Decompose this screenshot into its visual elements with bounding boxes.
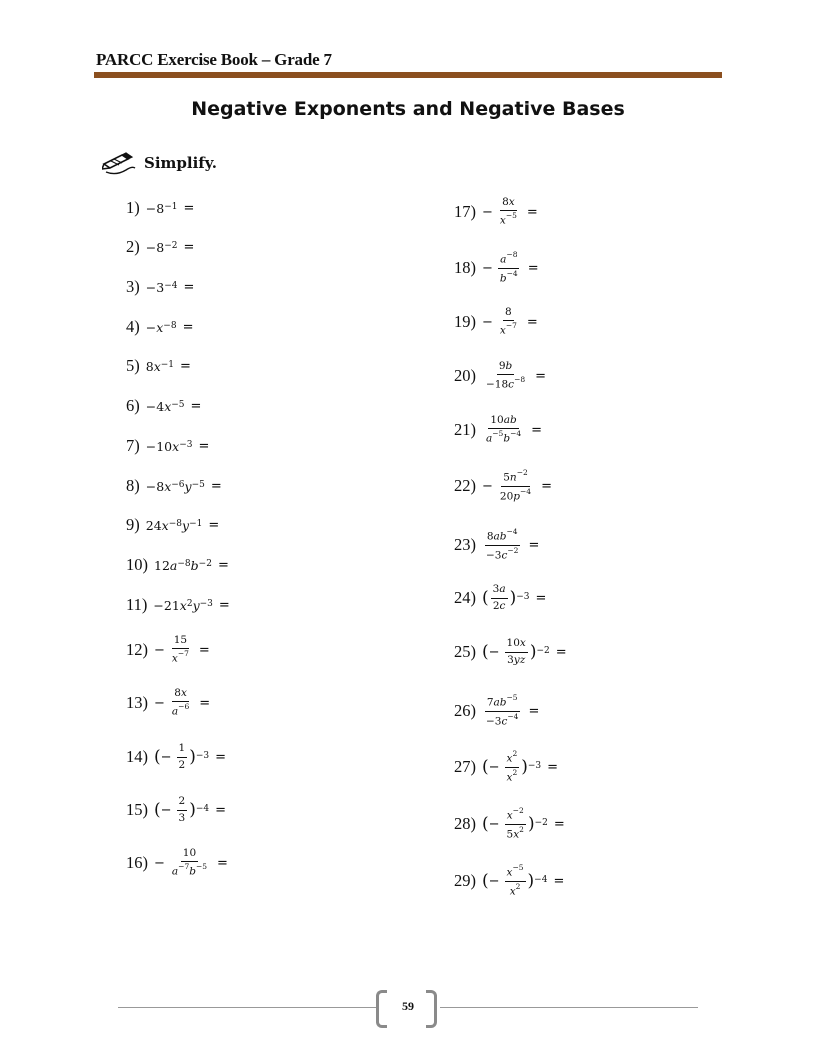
problem-expression: −8 $^{-1}$ = — [145, 200, 195, 216]
problem-1 — [126, 188, 194, 228]
header-rule — [94, 72, 722, 78]
problem-number: 27) — [454, 757, 476, 776]
problem-number: 13) — [126, 693, 148, 712]
problem-expression: 24 x $^{-8}$ y $^{-1}$ = — [145, 517, 220, 533]
problem-expression: − $\frac{8}{x^{-7}}$ = — [482, 306, 538, 337]
footer-rule-right — [440, 1007, 698, 1008]
problem-number: 19) — [454, 312, 476, 331]
problem-number: 17) — [454, 202, 476, 221]
problem-number: 29) — [454, 871, 476, 890]
problem-number: 9) — [126, 515, 140, 534]
problem-number: 4) — [126, 317, 140, 336]
problem-expression: − $\frac{5n^{-2}}{20p^{-4}}$ = — [482, 467, 552, 502]
problem-number: 7) — [126, 436, 140, 455]
problem-16 — [126, 843, 228, 883]
problem-27 — [454, 747, 558, 787]
problem-13 — [126, 683, 210, 723]
problem-6 — [126, 386, 201, 426]
problem-expression: − $\frac{8x}{x^{-5}}$ = — [482, 196, 538, 227]
problem-expression: − $\frac{a^{-8}}{b^{-4}}$ = — [482, 249, 539, 284]
problem-24 — [454, 578, 546, 618]
instruction-label: Simplify. — [144, 154, 217, 172]
pencil-icon — [102, 150, 136, 176]
problem-expression: − $\frac{8x}{a^{-6}}$ = — [154, 687, 211, 718]
problem-26 — [454, 691, 539, 731]
problem-22 — [454, 466, 552, 506]
problem-number: 24) — [454, 588, 476, 607]
problem-expression: ( − $\frac{x^{-2}}{5x^2}$ ) $^{-2}$ = — [482, 805, 565, 840]
problem-25 — [454, 632, 567, 672]
problem-3 — [126, 267, 194, 307]
problem-number: 14) — [126, 747, 148, 766]
problem-number: 6) — [126, 396, 140, 415]
problem-number: 11) — [126, 595, 148, 614]
header-title: PARCC Exercise Book – Grade 7 — [96, 50, 332, 69]
problem-number: 18) — [454, 258, 476, 277]
problem-29 — [454, 861, 564, 901]
problem-number: 1) — [126, 198, 140, 217]
footer-bracket-right — [426, 990, 437, 1028]
problem-18 — [454, 248, 539, 288]
problem-20 — [454, 356, 546, 396]
page-number: 59 — [402, 999, 414, 1013]
problem-21 — [454, 410, 542, 450]
problem-expression: −4 x $^{-5}$ = — [145, 398, 202, 414]
problem-expression: − $\frac{10}{a^{-7}b^{-5}}$ = — [154, 847, 228, 878]
problem-expression: − $\frac{15}{x^{-7}}$ = — [154, 634, 210, 665]
problem-expression: $\frac{7ab^{-5}}{-3c^{-4}}$ = — [486, 692, 540, 727]
problem-number: 15) — [126, 800, 148, 819]
problem-number: 5) — [126, 356, 140, 375]
problem-17 — [454, 192, 538, 232]
problem-number: 28) — [454, 814, 476, 833]
problem-expression: ( − $\frac{x^{-5}}{x^2}$ ) $^{-4}$ = — [482, 862, 565, 897]
problem-number: 3) — [126, 277, 140, 296]
problem-expression: −3 $^{-4}$ = — [145, 279, 195, 295]
problem-number: 8) — [126, 476, 140, 495]
instruction — [102, 150, 217, 176]
problem-number: 20) — [454, 366, 476, 385]
problem-10 — [126, 545, 229, 585]
problem-expression: $\frac{9b}{-18c^{-8}}$ = — [486, 360, 547, 391]
problem-7 — [126, 426, 209, 466]
problem-19 — [454, 302, 538, 342]
problem-expression: $\frac{8ab^{-4}}{-3c^{-2}}$ = — [486, 526, 540, 561]
problem-expression: 12 a $^{-8}$ b $^{-2}$ = — [154, 557, 229, 573]
problem-4 — [126, 307, 193, 347]
problem-number: 2) — [126, 237, 140, 256]
problem-expression: ( − $\frac{x^2}{x^2}$ ) $^{-3}$ = — [482, 748, 559, 783]
problem-expression: ( − $\frac{10x}{3yz}$ ) $^{-2}$ = — [482, 637, 567, 666]
problem-expression: ( − $\frac{1}{2}$ ) $^{-3}$ = — [154, 742, 227, 771]
problem-expression: 8 x $^{-1}$ = — [145, 358, 191, 374]
page-title: Negative Exponents and Negative Bases — [191, 98, 625, 120]
problem-expression: −8 x $^{-6}$ y $^{-5}$ = — [145, 478, 222, 494]
problem-11 — [126, 585, 230, 625]
problem-5 — [126, 346, 191, 386]
problem-number: 25) — [454, 642, 476, 661]
footer-bracket-left — [376, 990, 387, 1028]
problem-number: 26) — [454, 701, 476, 720]
problem-number: 22) — [454, 476, 476, 495]
problem-8 — [126, 466, 222, 506]
problem-15 — [126, 790, 226, 830]
problem-9 — [126, 505, 219, 545]
problem-expression: −21 x $^2$ y $^{-3}$ = — [153, 597, 230, 613]
problem-expression: − x $^{-8}$ = — [145, 319, 194, 335]
problem-number: 23) — [454, 535, 476, 554]
problem-number: 10) — [126, 555, 148, 574]
problem-expression: ( − $\frac{2}{3}$ ) $^{-4}$ = — [154, 795, 227, 824]
problem-12 — [126, 630, 210, 670]
problem-expression: −10 x $^{-3}$ = — [145, 438, 210, 454]
problem-expression: ( $\frac{3a}{2c}$ ) $^{-3}$ = — [482, 583, 547, 612]
problem-expression: −8 $^{-2}$ = — [145, 239, 195, 255]
problem-expression: $\frac{10ab}{a^{-5}b^{-4}}$ = — [486, 414, 543, 445]
problem-number: 21) — [454, 420, 476, 439]
problem-28 — [454, 804, 565, 844]
problem-2 — [126, 227, 194, 267]
problem-number: 12) — [126, 640, 148, 659]
problem-14 — [126, 737, 226, 777]
footer-rule-left — [118, 1007, 376, 1008]
problem-number: 16) — [126, 853, 148, 872]
problem-23 — [454, 525, 539, 565]
